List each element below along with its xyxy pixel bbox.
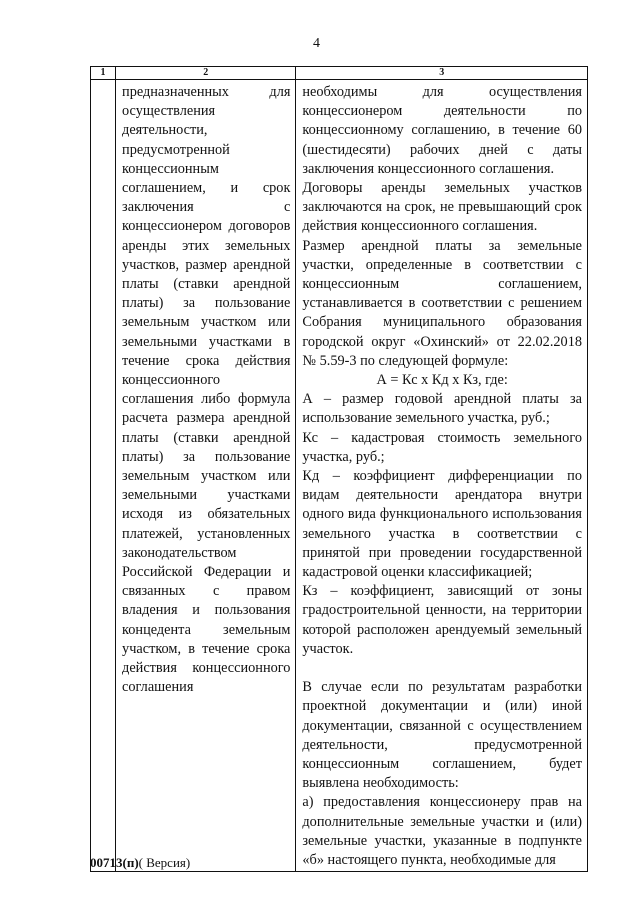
col3-paragraph: необходимы для осуществления концессионером деятельности по концессионному соглашению, в течение 60 (шестидесяти) рабочих дней с даты заключения концессионного соглашения.: [302, 84, 582, 177]
col3-paragraph: А – размер годовой арендной платы за использование земельного участка, руб.;: [302, 391, 582, 427]
footer-version: ( Версия): [138, 855, 191, 870]
col3-paragraph: Кз – коэффициент, зависящий от зоны градостроительной ценности, на территории которой расположен арендуемый земельный участок.: [302, 583, 582, 657]
column-header-3: 3: [296, 67, 588, 80]
column-header-2: 2: [116, 67, 296, 80]
cell-col-3: [296, 80, 588, 872]
footer-code: 00713(п): [90, 855, 139, 870]
footer: [90, 855, 190, 871]
col2-text: предназначенных для осуществления деятельности, предусмотренной концессионным соглашением, и срок заключения с концессионером договоров аренды этих земельных участков, размер арендной платы (ставки арендной платы) за пользование земельным участком или земельными участками в течение срока действия концессионного соглашения либо формула расчета размера арендной платы (ставки арендной платы) за пользование земельным участком или земельными участками исходя из обязательных платежей, установленных законодательством Российской Федерации и связанных с правом владения и пользования концедента земельным участком, в течение срока действия концессионного соглашения: [122, 84, 291, 696]
col3-paragraph: Кс – кадастровая стоимость земельного участка, руб.;: [302, 429, 582, 465]
cell-col-1: [91, 80, 116, 872]
table-row: [91, 80, 588, 872]
col3-paragraph: Размер арендной платы за земельные участки, определенные в соответствии с концессионным соглашением, устанавливается в соответствии с решением Собрания муниципального образования городской округ «Охинский» от 22.02.2018 № 5.59-3 по следующей формуле:: [302, 237, 582, 369]
table-header-row: [91, 67, 588, 80]
col3-paragraph: В случае если по результатам разработки проектной документации и (или) иной документации, связанной с осуществлением деятельности, предусмотренной концессионным соглашением, будет выявлена необходимость:: [302, 679, 582, 792]
column-header-1: 1: [91, 67, 116, 80]
cell-col-2: [116, 80, 296, 872]
document-table: [90, 66, 588, 872]
page-number: 4: [313, 36, 320, 51]
col3-paragraph: Договоры аренды земельных участков заключаются на срок, не превышающий срок действия концессионного соглашения.: [302, 180, 582, 235]
col3-paragraph: Кд – коэффициент дифференциации по видам деятельности арендатора внутри одного вида функционального использования земельного участка в соответствии с принятой при проведении государственной кадастровой оценки классификацией;: [302, 468, 582, 581]
col3-paragraph: а) предоставления концессионеру прав на дополнительные земельные участки и (или) земельные участки, указанные в подпункте «б» настоящего пункта, необходимые для: [302, 794, 582, 868]
formula: А = Кс х Кд х Кз, где:: [376, 372, 508, 389]
paragraph-gap: [302, 659, 582, 678]
